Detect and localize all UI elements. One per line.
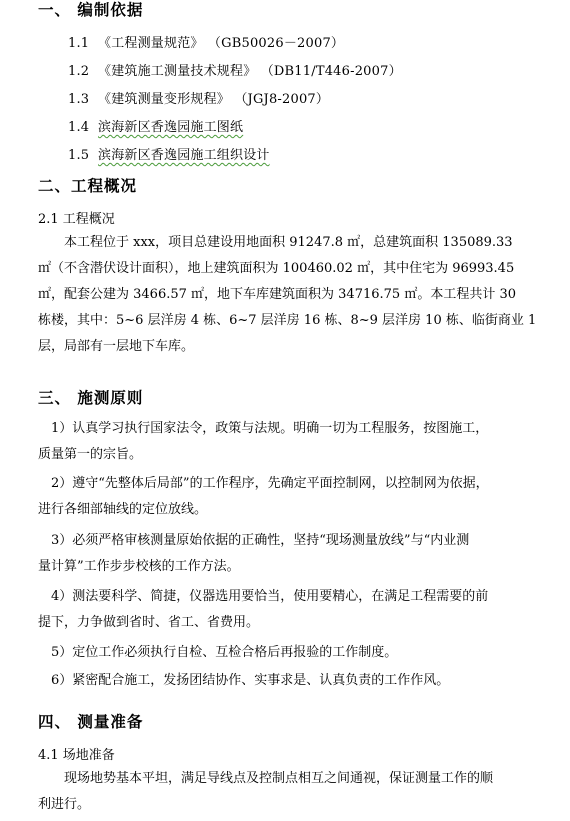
paragraph-line: 现场地势基本平坦，满足导线点及控制点相互之间通视，保证测量工作的顺 [38,771,494,786]
principle-item [38,640,538,666]
paragraph-line: 提下，力争做到省时、省工、省费用。 [38,615,260,630]
reference-number: 1.2 [68,64,90,79]
reference-text: 滨海新区香逸园施工组织设计 [98,148,270,163]
principle-item [38,668,538,694]
principle-item [38,584,538,636]
reference-text: 《建筑施工测量技术规程》 （DB11/T446-2007） [98,64,402,79]
reference-number: 1.1 [68,36,90,51]
reference-number: 1.3 [68,92,90,107]
paragraph-line: 6）紧密配合施工，发扬团结协作、实事求是、认真负责的工作作风。 [38,673,450,688]
reference-text: 滨海新区香逸园施工图纸 [98,120,244,135]
paragraph-line: ㎡（不含潜伏设计面积），地上建筑面积为 100460.02 ㎡，其中住宅为 96993.45 [38,261,515,276]
reference-item [68,116,243,135]
principle-item [38,416,538,468]
reference-text: 《建筑测量变形规程》 （JGJ8-2007） [98,92,330,107]
paragraph-line: ㎡，配套公建为 3466.57 ㎡，地下车库建筑面积为 34716.75 ㎡。本工程共计 30 [38,287,516,302]
principle-item [38,528,538,580]
subsection-4-1-heading: 4.1 场地准备 [38,748,115,763]
paragraph-line: 质量第一的宗旨。 [38,447,143,462]
paragraph-line: 本工程位于 xxx，项目总建设用地面积 91247.8 ㎡，总建筑面积 135089.33 [38,235,513,250]
reference-number: 1.5 [68,148,90,163]
section-3-heading: 三、 施测原则 [38,389,144,407]
paragraph-line: 3）必须严格审核测量原始依据的正确性，坚持“现场测量放线”与“内业测 [38,533,470,548]
section-1-heading: 一、 编制依据 [38,1,144,19]
site-preparation-paragraph [38,766,538,818]
paragraph-line: 进行各细部轴线的定位放线。 [38,502,208,517]
reference-item [68,60,402,79]
paragraph-line: 层，局部有一层地下车库。 [38,339,195,354]
paragraph-line: 4）测法要科学、简捷，仪器选用要恰当，使用要精心，在满足工程需要的前 [38,589,489,604]
project-overview-paragraph [38,230,538,360]
paragraph-line: 利进行。 [38,797,91,812]
section-2-heading: 二、工程概况 [38,177,138,195]
paragraph-line: 1）认真学习执行国家法令，政策与法规。明确一切为工程服务，按图施工， [38,421,489,436]
paragraph-line: 量计算”工作步步校核的工作方法。 [38,559,240,574]
reference-number: 1.4 [68,120,90,135]
principle-item [38,471,538,523]
paragraph-line: 2）遵守“先整体后局部”的工作程序，先确定平面控制网，以控制网为依据， [38,476,489,491]
reference-item [68,144,270,163]
reference-text: 《工程测量规范》 （GB50026－2007） [98,36,345,51]
subsection-2-1-heading: 2.1 工程概况 [38,212,115,227]
paragraph-line: 5）定位工作必须执行自检、互检合格后再报验的工作制度。 [38,645,398,660]
reference-item [68,32,344,51]
section-4-heading: 四、 测量准备 [38,713,144,731]
paragraph-line: 栋楼，其中：5~6 层洋房 4 栋、6~7 层洋房 16 栋、8~9 层洋房 10 栋、临街商业 1 [38,313,537,328]
reference-item [68,88,329,107]
